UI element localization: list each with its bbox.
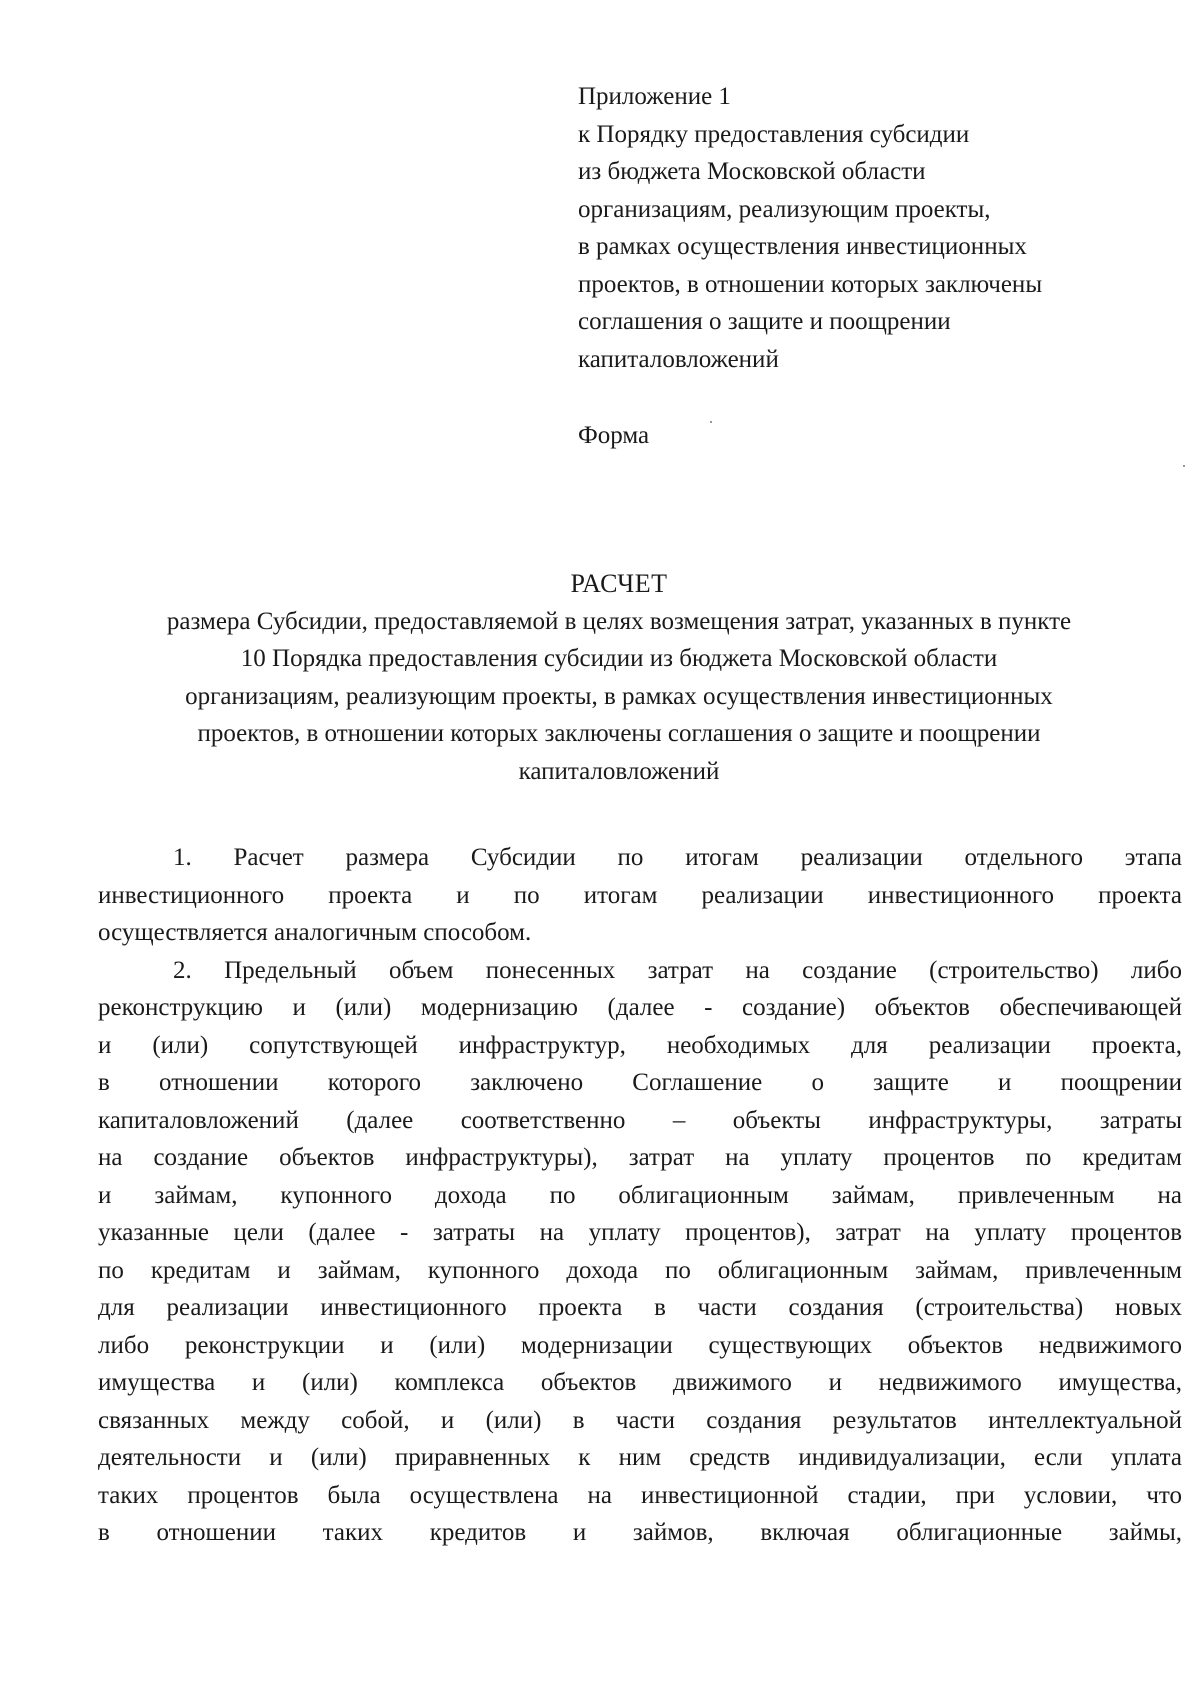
appendix-line: капиталовложений (578, 345, 779, 373)
body-line: и (или) сопутствующей инфраструктур, необходимых для реализации проекта, (98, 1031, 1182, 1059)
appendix-line: организациям, реализующим проекты, (578, 195, 991, 223)
body-line: и займам, купонного дохода по облигационным займам, привлеченным на (98, 1181, 1182, 1209)
body-line: деятельности и (или) приравненных к ним средств индивидуализации, если уплата (98, 1444, 1182, 1471)
paragraph-1 (98, 839, 1182, 952)
body-line: связанных между собой, и (или) в части создания результатов интеллектуальной (98, 1406, 1182, 1434)
body-line: по кредитам и займам, купонного дохода по облигационным займам, привлеченным (98, 1256, 1182, 1284)
appendix-line: Приложение 1 (578, 83, 731, 110)
title-line: размера Субсидии, предоставляемой в целях возмещения затрат, указанных в пункте (166, 607, 1072, 635)
body-line: либо реконструкции и (или) модернизации существующих объектов недвижимого (98, 1331, 1182, 1359)
title-main: РАСЧЕТ (570, 569, 668, 598)
scan-artifact (1183, 465, 1185, 467)
appendix-line: к Порядку предоставления субсидии (578, 120, 970, 148)
body-line: капиталовложений (далее соответственно – объекты инфраструктуры, затраты (98, 1106, 1182, 1134)
scan-artifact (710, 421, 712, 423)
title-line: проектов, в отношении которых заключены соглашения о защите и поощрении (197, 720, 1041, 747)
appendix-header (578, 78, 1138, 455)
body-line: 1. Расчет размера Субсидии по итогам реализации отдельного этапа (173, 844, 1182, 871)
body-line: имущества и (или) комплекса объектов движимого и недвижимого имущества, (98, 1369, 1182, 1396)
document-body (98, 839, 1182, 1552)
body-line: таких процентов была осуществлена на инвестиционной стадии, при условии, что (98, 1481, 1182, 1509)
body-line: инвестиционного проекта и по итогам реализации инвестиционного проекта (98, 881, 1182, 909)
body-line: 2. Предельный объем понесенных затрат на создание (строительство) либо (173, 956, 1182, 984)
body-line: указанные цели (далее - затраты на уплату процентов), затрат на уплату процентов (98, 1219, 1182, 1246)
body-line: для реализации инвестиционного проекта в части создания (строительства) новых (98, 1294, 1182, 1321)
form-label: Форма (578, 422, 650, 449)
body-line: в отношении таких кредитов и займов, включая облигационные займы, (98, 1519, 1182, 1546)
title-line: организациям, реализующим проекты, в рамках осуществления инвестиционных (185, 682, 1053, 710)
paragraph-2 (98, 952, 1182, 1552)
title-line: капиталовложений (518, 757, 720, 785)
body-line: на создание объектов инфраструктуры), затрат на уплату процентов по кредитам (98, 1144, 1182, 1171)
body-line: осуществляется аналогичным способом. (98, 919, 532, 946)
appendix-line: проектов, в отношении которых заключены (578, 270, 1043, 298)
appendix-line: в рамках осуществления инвестиционных (578, 233, 1027, 260)
appendix-line: из бюджета Московской области (578, 158, 926, 185)
body-line: реконструкцию и (или) модернизацию (далее - создание) объектов обеспечивающей (98, 994, 1182, 1021)
appendix-line: соглашения о защите и поощрении (578, 308, 951, 335)
document-title (98, 565, 1140, 790)
title-line: 10 Порядка предоставления субсидии из бюджета Московской области (240, 645, 998, 672)
body-line: в отношении которого заключено Соглашение о защите и поощрении (98, 1069, 1182, 1096)
